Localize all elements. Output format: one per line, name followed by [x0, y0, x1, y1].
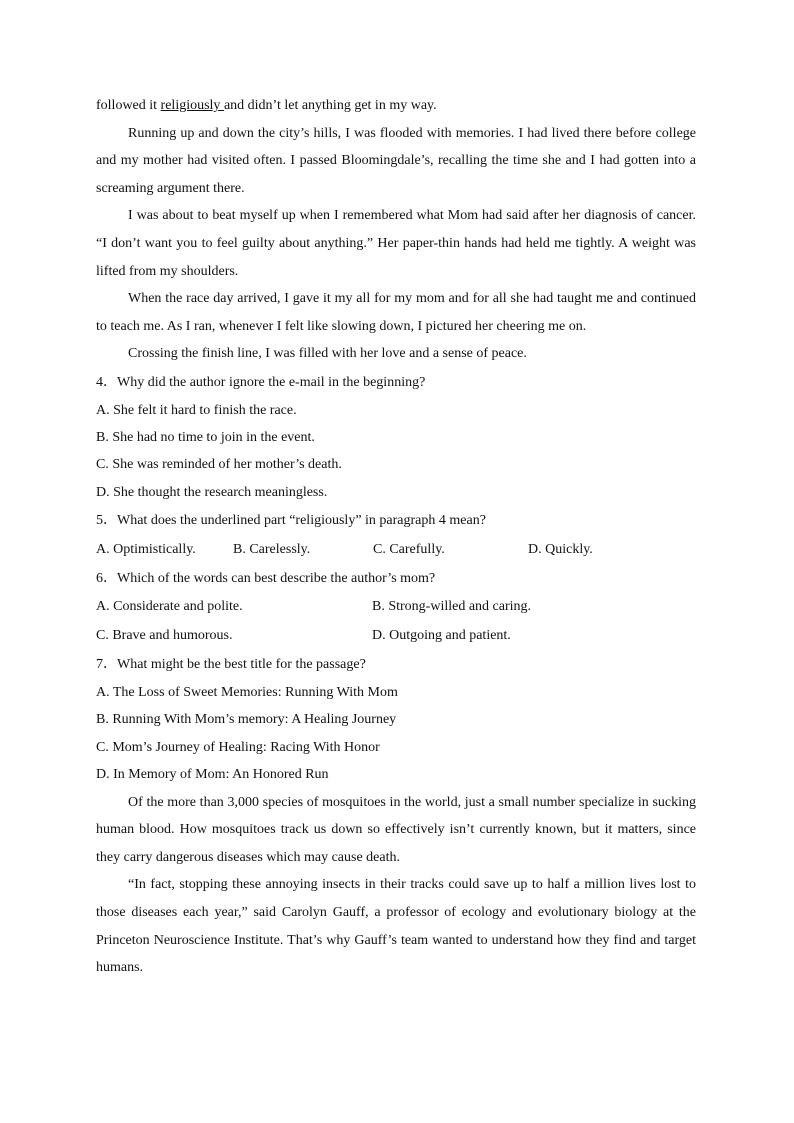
answer-option: A. She felt it hard to finish the race.	[96, 402, 297, 418]
passage-paragraph: Crossing the finish line, I was filled with her love and a sense of peace.	[128, 346, 527, 362]
answer-option: C. Mom’s Journey of Healing: Racing With Honor	[96, 739, 380, 755]
question-stem: 6．Which of the words can best describe the author’s mom?	[96, 570, 436, 586]
underlined-word: religiously	[160, 98, 224, 113]
answer-option: A. Considerate and polite.	[96, 599, 243, 615]
question-stem: 5．What does the underlined part “religiously” in paragraph 4 mean?	[96, 513, 486, 529]
answer-option: D. Outgoing and patient.	[372, 628, 511, 644]
document-page	[96, 92, 696, 982]
question-stem: 4．Why did the author ignore the e-mail in the beginning?	[96, 374, 426, 390]
answer-option: A. The Loss of Sweet Memories: Running With Mom	[96, 684, 398, 700]
passage-paragraph: Of the more than 3,000 species of mosquitoes in the world, just a small number specialize in sucking human blood. How mosquitoes track us down so effectively isn’t currently known, but it matters, since they carry dangerous diseases which may cause death.	[96, 794, 696, 865]
answer-option: C. Carefully.	[373, 541, 445, 557]
answer-option: B. Strong-willed and caring.	[372, 599, 532, 615]
question-stem: 7．What might be the best title for the passage?	[96, 657, 366, 673]
passage-paragraph	[96, 92, 696, 120]
passage-paragraph: I was about to beat myself up when I remembered what Mom had said after her diagnosis of cancer. “I don’t want you to feel guilty about anything.” Her paper-thin hands had held me tightly. A weight was lifted from my shoulders.	[96, 208, 696, 279]
answer-option: A. Optimistically.	[96, 541, 196, 557]
answer-option: B. She had no time to join in the event.	[96, 429, 315, 445]
answer-option: B. Running With Mom’s memory: A Healing Journey	[96, 712, 397, 728]
answer-option: D. In Memory of Mom: An Honored Run	[96, 767, 329, 783]
answer-option: C. Brave and humorous.	[96, 628, 233, 644]
passage-paragraph: “In fact, stopping these annoying insects in their tracks could save up to half a million lives lost to those diseases each year,” said Carolyn Gauff, a professor of ecology and evolutionary biology at the Princeton Neuroscience Institute. That’s why Gauff’s team wanted to understand how they find and target humans.	[96, 877, 696, 976]
passage-text: followed it	[96, 98, 161, 113]
options-row	[96, 592, 696, 621]
passage-paragraph: Running up and down the city’s hills, I was flooded with memories. I had lived there before college and my mother had visited often. I passed Bloomingdale’s, recalling the time she and I had gotten into a screaming argument there.	[96, 125, 696, 196]
answer-option: C. She was reminded of her mother’s death.	[96, 457, 342, 473]
options-row	[96, 535, 696, 564]
answer-option: B. Carelessly.	[233, 541, 311, 557]
options-row	[96, 621, 696, 650]
passage-paragraph: When the race day arrived, I gave it my all for my mom and for all she had taught me and continued to teach me. As I ran, whenever I felt like slowing down, I pictured her cheering me on.	[96, 291, 696, 334]
passage-text: and didn’t let anything get in my way.	[223, 98, 437, 113]
answer-option: D. Quickly.	[528, 541, 593, 557]
answer-option: D. She thought the research meaningless.	[96, 484, 328, 500]
